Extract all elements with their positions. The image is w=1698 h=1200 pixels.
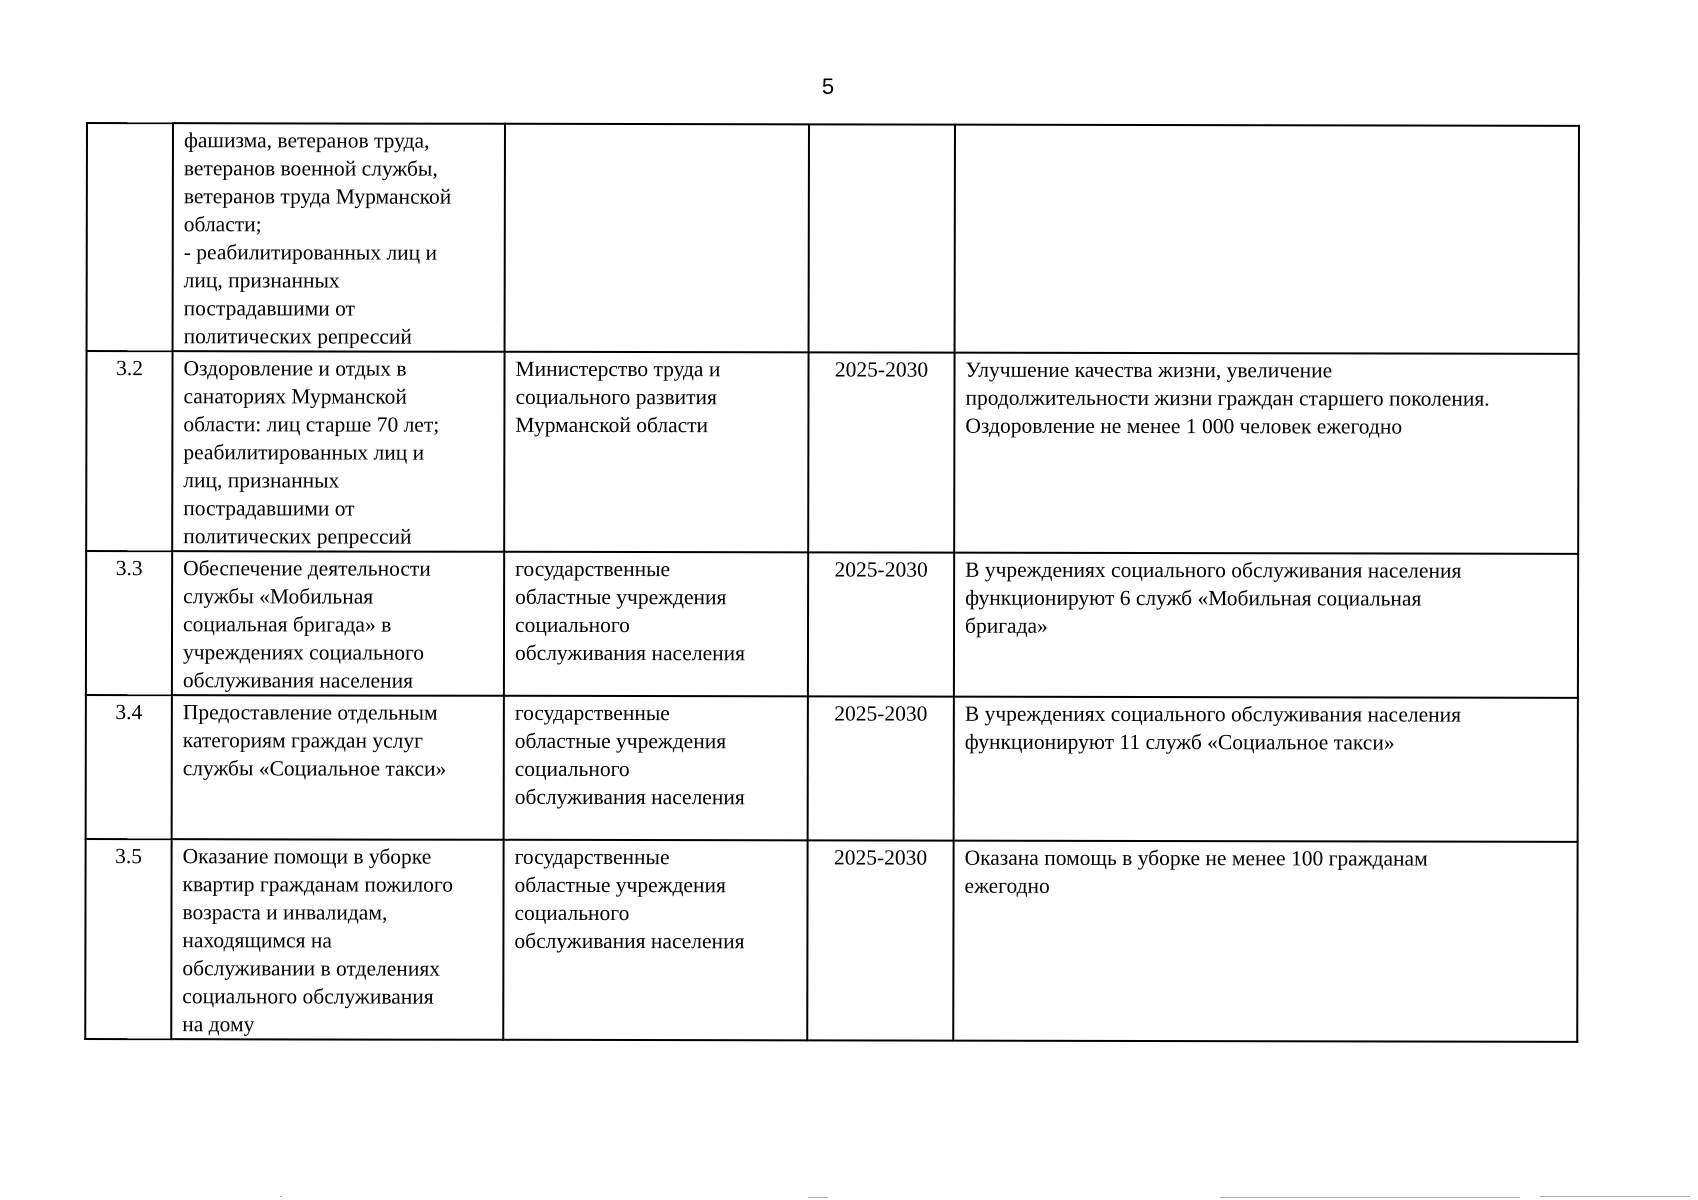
executor-cell <box>504 552 808 697</box>
measure-cell-line: лиц, признанных <box>183 468 340 493</box>
measure-cell-line: реабилитированных лиц и <box>183 440 425 465</box>
executor-cell-line: областные учреждения <box>515 584 727 610</box>
measure-cell-line: Оказание помощи в уборке <box>182 844 432 869</box>
period-cell: 2025-2030 <box>807 840 953 1040</box>
scan-artifact <box>1540 1196 1690 1197</box>
row-number-cell: 3.2 <box>86 351 172 551</box>
period-cell: 2025-2030 <box>808 352 954 552</box>
table-row <box>86 551 1578 698</box>
table-row <box>87 123 1579 354</box>
executor-cell-line: государственные <box>515 556 671 582</box>
measure-cell-line: обслуживании в отделениях <box>182 956 441 981</box>
measure-cell <box>172 351 504 552</box>
table-row <box>85 839 1577 1042</box>
executor-cell <box>504 352 808 553</box>
measure-cell-line: области: лиц старше 70 лет; <box>183 412 440 437</box>
scan-artifact <box>808 1197 828 1198</box>
executor-cell-line: Мурманской области <box>515 412 709 438</box>
page-number: 5 <box>821 74 835 99</box>
executor-cell-line: областные учреждения <box>514 872 726 898</box>
row-number-cell <box>87 123 173 351</box>
measure-cell-line: учреждениях социального <box>182 640 425 665</box>
measure-cell-line: на дому <box>182 1012 255 1037</box>
measure-cell-line: службы «Мобильная <box>183 584 374 609</box>
period-cell: 2025-2030 <box>808 552 954 696</box>
measure-cell-line: политических репрессий <box>183 324 412 349</box>
result-cell-line: функционируют 11 служб «Социальное такси» <box>964 729 1395 755</box>
result-cell <box>955 125 1579 354</box>
measure-cell-line: категориям граждан услуг <box>182 728 423 753</box>
result-cell-line: функционируют 6 служб «Мобильная социальная <box>965 585 1422 611</box>
measure-cell-line: службы «Социальное такси» <box>182 756 447 781</box>
executor-cell-line: социального <box>515 612 630 638</box>
executor-cell-line: социального <box>514 900 630 926</box>
measure-cell-line: политических репрессий <box>183 524 412 549</box>
executor-cell <box>503 840 807 1041</box>
measure-cell-line: обслуживания населения <box>182 668 413 693</box>
executor-cell-line: областные учреждения <box>514 728 727 754</box>
measure-cell-line: области; <box>183 212 262 237</box>
measure-cell-line: ветеранов труда Мурманской <box>183 184 452 209</box>
table-row <box>86 351 1578 554</box>
result-cell-line: бригада» <box>965 613 1048 638</box>
scan-artifact <box>280 1196 282 1197</box>
measure-cell-line: Оздоровление и отдых в <box>183 356 407 381</box>
result-cell <box>954 553 1578 698</box>
executor-cell-line: государственные <box>514 844 670 870</box>
result-cell-line: В учреждениях социального обслуживания населения <box>965 557 1462 583</box>
result-cell <box>954 697 1578 842</box>
measure-cell-line: социальная бригада» в <box>183 612 392 637</box>
measure-cell-line: возраста и инвалидам, <box>182 900 388 925</box>
measure-cell <box>171 839 503 1040</box>
scan-artifact <box>1220 1197 1520 1198</box>
measure-cell <box>172 551 504 696</box>
executor-cell-line: обслуживания населения <box>514 928 745 954</box>
row-number-cell: 3.4 <box>86 695 172 839</box>
executor-cell-line: государственные <box>514 700 670 726</box>
measure-cell-line: Предоставление отдельным <box>182 700 438 725</box>
measure-cell-line: социального обслуживания <box>182 984 434 1009</box>
result-cell-line: Оказана помощь в уборке не менее 100 гражданам <box>964 845 1428 871</box>
row-number-cell: 3.5 <box>85 839 171 1039</box>
result-cell-line: Улучшение качества жизни, увеличение <box>965 357 1333 383</box>
table-row <box>86 695 1578 842</box>
executor-cell-line: обслуживания населения <box>514 640 746 666</box>
period-cell <box>809 124 955 352</box>
measure-cell <box>173 123 505 352</box>
result-cell <box>953 841 1577 1042</box>
executor-cell-line: обслуживания населения <box>514 784 745 810</box>
result-cell-line: ежегодно <box>964 873 1050 898</box>
result-cell-line: Оздоровление не менее 1 000 человек ежегодно <box>965 413 1403 439</box>
measure-cell-line: санаториях Мурманской <box>183 384 407 409</box>
measure-cell-line: Обеспечение деятельности <box>183 556 431 581</box>
measure-cell-line: пострадавшими от <box>183 296 355 321</box>
executor-cell-line: социального развития <box>515 384 717 410</box>
measure-cell-line: лиц, признанных <box>183 268 340 293</box>
result-cell-line: В учреждениях социального обслуживания населения <box>964 701 1462 727</box>
measure-cell-line: квартир гражданам пожилого <box>182 872 453 897</box>
executor-cell <box>504 696 808 841</box>
measure-cell <box>172 695 504 840</box>
executor-cell-line: социального <box>514 756 630 782</box>
measure-cell-line: фашизма, ветеранов труда, <box>183 128 430 153</box>
measure-cell-line: находящимся на <box>182 928 332 953</box>
measure-cell-line: пострадавшими от <box>183 496 355 521</box>
executor-cell-line: Министерство труда и <box>515 356 721 382</box>
measures-table <box>84 122 1580 1043</box>
measure-cell-line: ветеранов военной службы, <box>183 156 438 181</box>
result-cell <box>954 353 1578 554</box>
result-cell-line: продолжительности жизни граждан старшего поколения. <box>965 385 1490 411</box>
measure-cell-line: - реабилитированных лиц и <box>183 240 438 265</box>
period-cell: 2025-2030 <box>808 696 954 840</box>
executor-cell <box>505 124 809 353</box>
row-number-cell: 3.3 <box>86 551 172 695</box>
